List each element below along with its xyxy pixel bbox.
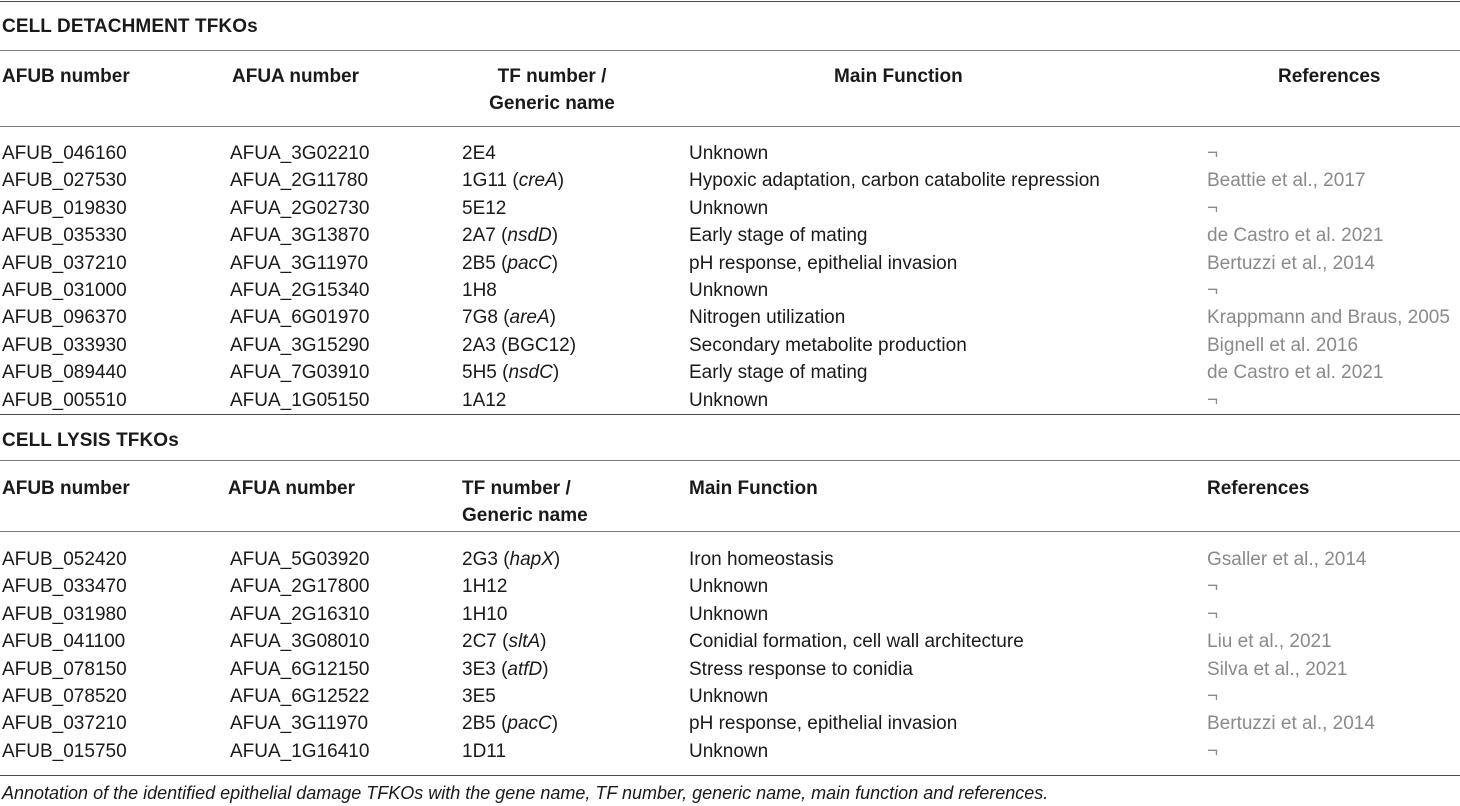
cell-afub: AFUB_005510 [2,389,127,411]
tf-number: 1H12 [462,576,508,598]
tf-number: 1G11 [462,170,508,192]
header-tf-line1: TF number / [462,478,571,499]
cell-function: Iron homeostasis [689,549,834,570]
cell-tf: 1G11 (creA) [462,170,565,192]
header-tf [462,475,588,529]
header-function: Main Function [834,66,963,87]
cell-tf [462,140,496,167]
cell-afua: AFUA_2G02730 [230,197,370,219]
header-references: References [1207,478,1310,499]
section-rule [0,460,1460,461]
cell-reference: Beattie et al., 2017 [1207,170,1366,192]
cell-function: Unknown [689,576,769,598]
cell-afub: AFUB_033470 [2,576,127,598]
gene-name: areA [509,307,550,329]
section-title-lysis: CELL LYSIS TFKOs [2,430,179,451]
cell-tf [462,387,506,414]
cell-reference: Krappmann and Braus, 2005 [1207,307,1450,329]
cell-tf: 2A3 (BGC12) [462,334,577,356]
tf-number: 1H8 [462,280,497,301]
cell-afub: AFUB_019830 [2,197,127,219]
header-tf [462,63,642,117]
cell-function: pH response, epithelial invasion [689,252,958,274]
cell-afua: AFUA_3G11970 [230,252,369,274]
gene-name: BGC12 [507,334,570,356]
cell-function: Early stage of mating [689,225,868,247]
cell-afua: AFUA_2G16310 [230,603,370,625]
header-afua: AFUA number [228,478,356,499]
cell-function: Hypoxic adaptation, carbon catabolite repression [689,170,1100,192]
cell-afua: AFUA_2G17800 [230,576,370,598]
section-rule [0,50,1460,51]
cell-afua: AFUA_1G16410 [230,740,370,762]
section-title-detachment: CELL DETACHMENT TFKOs [2,16,258,37]
header-afua: AFUA number [232,66,360,87]
gene-name: nsdC [508,362,553,384]
cell-function: Unknown [689,686,769,707]
cell-afua: AFUA_7G03910 [230,362,370,384]
cell-afub: AFUB_027530 [2,170,127,192]
cell-reference: Silva et al., 2021 [1207,658,1348,680]
header-rule [0,531,1460,532]
cell-afub: AFUB_046160 [2,143,127,164]
cell-afua: AFUA_1G05150 [230,389,370,411]
cell-reference: ¬ [1207,603,1219,625]
cell-tf: 2B5 (pacC) [462,713,559,735]
gene-name: hapX [509,549,554,570]
cell-afub: AFUB_031000 [2,280,127,301]
cell-tf: 3E3 (atfD) [462,658,549,680]
tf-number: 2B5 [462,713,496,735]
gene-name: creA [518,170,558,192]
section-end-rule [0,414,1460,415]
header-function: Main Function [689,478,818,499]
header-tf-line1: TF number / [497,66,607,87]
cell-afua: AFUA_2G11780 [230,170,369,192]
cell-afua: AFUA_6G01970 [230,307,370,329]
cell-afub: AFUB_078150 [2,658,127,680]
header-rule [0,126,1460,127]
cell-tf: 2A7 (nsdD) [462,225,559,247]
cell-afub: AFUB_031980 [2,603,127,625]
cell-reference: Gsaller et al., 2014 [1207,549,1367,570]
tf-number: 5H5 [462,362,497,384]
gene-name: pacC [507,252,552,274]
cell-tf [462,573,507,600]
cell-function: Unknown [689,143,769,164]
tf-number: 7G8 [462,307,498,329]
header-afub: AFUB number [2,66,130,87]
tf-number: 1D11 [462,740,507,762]
cell-afub: AFUB_035330 [2,225,127,247]
cell-function: Early stage of mating [689,362,868,384]
header-tf-line2: Generic name [462,505,588,526]
cell-function: Stress response to conidia [689,658,913,680]
cell-function: Unknown [689,603,769,625]
header-tf-line2: Generic name [489,93,615,114]
cell-function: Unknown [689,280,769,301]
cell-function: Nitrogen utilization [689,307,846,329]
gene-name: atfD [507,658,543,680]
cell-reference: Bertuzzi et al., 2014 [1207,713,1375,735]
table-caption: Annotation of the identified epithelial damage TFKOs with the gene name, TF number, generic name, main function and references. [2,783,1049,803]
cell-afua: AFUA_3G15290 [230,334,370,356]
cell-afua: AFUA_2G15340 [230,280,370,301]
cell-reference: de Castro et al. 2021 [1207,225,1384,247]
cell-reference: ¬ [1207,143,1219,164]
cell-afub: AFUB_041100 [2,631,126,653]
cell-function: Secondary metabolite production [689,334,967,356]
cell-reference: ¬ [1207,576,1219,598]
cell-function: Unknown [689,740,769,762]
cell-tf: 7G8 (areA) [462,307,556,329]
tf-number: 2B5 [462,252,496,274]
cell-tf: 2G3 (hapX) [462,549,561,570]
cell-afub: AFUB_037210 [2,713,127,735]
tf-number: 2A3 [462,334,496,356]
cell-reference: Liu et al., 2021 [1207,631,1332,653]
cell-tf: 5H5 (nsdC) [462,362,560,384]
tf-number: 1H10 [462,603,508,625]
tf-number: 1A12 [462,389,507,411]
cell-reference: Bignell et al. 2016 [1207,334,1359,356]
cell-tf: 2B5 (pacC) [462,252,559,274]
cell-afua: AFUA_6G12150 [230,658,370,680]
tf-number: 2A7 [462,225,496,247]
cell-afua: AFUA_3G11970 [230,713,369,735]
cell-afub: AFUB_037210 [2,252,127,274]
cell-reference: ¬ [1207,197,1219,219]
header-references: References [1278,66,1381,87]
cell-tf [462,195,506,222]
tf-number: 3E5 [462,686,496,707]
cell-tf [462,738,506,765]
gene-name: nsdD [507,225,552,247]
cell-afua: AFUA_5G03920 [230,549,370,570]
header-afub: AFUB number [2,478,130,499]
cell-tf [462,601,507,628]
cell-function: Unknown [689,197,769,219]
tf-number: 2E4 [462,143,496,164]
cell-afub: AFUB_089440 [2,362,127,384]
cell-function: Conidial formation, cell wall architecture [689,631,1024,653]
cell-tf [462,277,497,304]
cell-reference: Bertuzzi et al., 2014 [1207,252,1375,274]
tf-number: 2C7 [462,631,497,653]
gene-name: pacC [507,713,552,735]
cell-afub: AFUB_052420 [2,549,127,570]
tf-number: 5E12 [462,197,507,219]
cell-tf: 2C7 (sltA) [462,631,547,653]
cell-afua: AFUA_3G13870 [230,225,370,247]
cell-afub: AFUB_015750 [2,740,127,762]
cell-function: Unknown [689,389,769,411]
top-rule [0,1,1460,2]
cell-reference: ¬ [1207,686,1219,707]
cell-reference: ¬ [1207,389,1219,411]
cell-reference: ¬ [1207,280,1219,301]
cell-function: pH response, epithelial invasion [689,713,958,735]
cell-afua: AFUA_3G08010 [230,631,370,653]
gene-name: sltA [508,631,541,653]
cell-afub: AFUB_096370 [2,307,127,329]
cell-afub: AFUB_033930 [2,334,127,356]
cell-afua: AFUA_6G12522 [230,686,370,707]
cell-tf [462,683,496,710]
table-end-rule [0,775,1460,776]
tf-number: 2G3 [462,549,498,570]
cell-reference: de Castro et al. 2021 [1207,362,1384,384]
cell-reference: ¬ [1207,740,1219,762]
cell-afub: AFUB_078520 [2,686,127,707]
cell-afua: AFUA_3G02210 [230,143,370,164]
tf-number: 3E3 [462,658,496,680]
